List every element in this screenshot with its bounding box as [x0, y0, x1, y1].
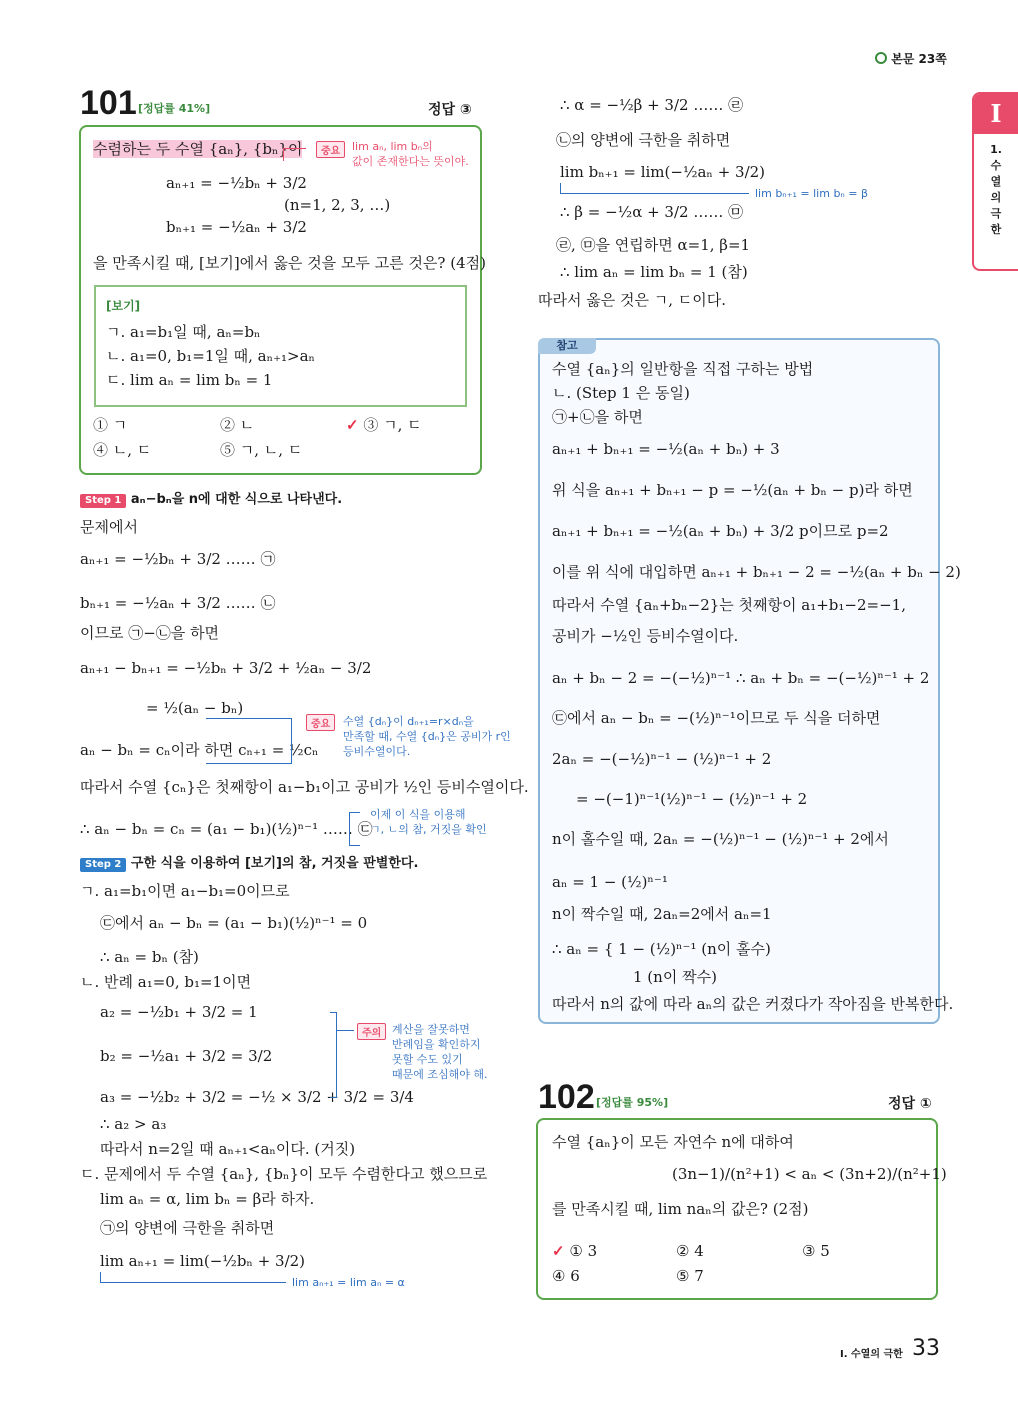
solution-line: ㄱ. a₁=b₁이면 a₁−b₁=0이므로 — [80, 882, 290, 900]
note-line: 때문에 조심해야 해. — [392, 1067, 488, 1081]
note-line: 못할 수도 있기 — [392, 1052, 463, 1066]
bogi-item: ㄱ. a₁=b₁일 때, aₙ=bₙ — [106, 323, 261, 341]
problem-number: 102 — [538, 1078, 595, 1116]
connector — [560, 183, 749, 194]
inequality: (3n−1)/(n²+1) < aₙ < (3n+2)/(n²+1) — [672, 1165, 947, 1183]
solution-line: ㉠의 양변에 극한을 취하면 — [100, 1219, 275, 1237]
connector — [349, 812, 360, 846]
solution-line: lim bₙ₊₁ = lim(−½aₙ + 3/2) — [560, 163, 766, 181]
solution-line: a₃ = −½b₂ + 3/2 = −½ × 3/2 + 3/2 = 3/4 — [100, 1088, 414, 1106]
reference-line: aₙ₊₁ + bₙ₊₁ = −½(aₙ + bₙ) + 3 — [552, 440, 780, 458]
footer-chapter: I. 수열의 극한 — [840, 1349, 903, 1360]
circle-icon — [875, 52, 887, 64]
choice-5[interactable]: ⑤ 7 — [676, 1267, 704, 1285]
important-tag — [306, 713, 335, 731]
solution-line: 문제에서 — [80, 518, 138, 536]
note-line: 계산을 잘못하면 — [392, 1023, 470, 1036]
page-reference-label: 본문 23쪽 — [891, 52, 947, 66]
solution-line: aₙ₊₁ = −½bₙ + 3/2 …… ㉠ — [80, 550, 276, 568]
choice-3[interactable]: ③ 5 — [802, 1242, 830, 1260]
step2-text: 구한 식을 이용하여 [보기]의 참, 거짓을 판별한다. — [130, 856, 419, 871]
solution-line: aₙ₊₁ − bₙ₊₁ = −½bₙ + 3/2 + ½aₙ − 3/2 — [80, 659, 372, 677]
note-line: ㄱ, ㄴ의 참, 거짓을 확인 — [370, 822, 487, 836]
answer-label: 정답 ① — [888, 1096, 932, 1112]
choice-label: ① 3 — [569, 1242, 598, 1260]
bogi-item: ㄷ. lim aₙ = lim bₙ = 1 — [106, 371, 273, 389]
check-mark-icon: ✓ — [346, 416, 359, 434]
reference-line: 따라서 n의 값에 따라 aₙ의 값은 커졌다가 작아짐을 반복한다. — [552, 995, 954, 1013]
reference-line: aₙ = 1 − (½)ⁿ⁻¹ — [552, 873, 668, 891]
solution-line: ∴ a₂ > a₃ — [100, 1115, 167, 1133]
chapter-char: 의 — [990, 191, 1002, 204]
solution-line: lim aₙ₊₁ = lim(−½bₙ + 3/2) — [100, 1252, 306, 1270]
page-number: 33 — [912, 1336, 940, 1361]
step2-heading — [80, 856, 418, 872]
solution-line: ∴ aₙ − bₙ = cₙ = (a₁ − b₁)(½)ⁿ⁻¹ …… ㉢ — [80, 820, 373, 838]
question-line — [93, 140, 302, 158]
reference-line: ㄴ. (Step 1 은 동일) — [552, 384, 690, 402]
chapter-roman: I — [974, 94, 1018, 134]
choice-1[interactable] — [552, 1242, 597, 1260]
reference-line: 공비가 −½인 등비수열이다. — [552, 627, 739, 645]
reference-line: 수열 {aₙ}의 일반항을 직접 구하는 방법 — [552, 360, 814, 378]
solution-line: ∴ α = −½β + 3/2 …… ㉣ — [560, 96, 744, 114]
choice-1[interactable]: ① ㄱ — [93, 416, 128, 434]
chapter-side-tab — [972, 92, 1018, 271]
solution-line: aₙ − bₙ = cₙ이라 하면 cₙ₊₁ = ½cₙ — [80, 741, 319, 759]
reference-line: ㉠+㉡을 하면 — [552, 408, 643, 426]
solution-line: lim aₙ = α, lim bₙ = β라 하자. — [100, 1190, 315, 1208]
solution-line: ㉢에서 aₙ − bₙ = (a₁ − b₁)(½)ⁿ⁻¹ = 0 — [100, 914, 368, 932]
recurrence-a: aₙ₊₁ = −½bₙ + 3/2 — [166, 174, 307, 192]
solution-line: ㉣, ㉤을 연립하면 α=1, β=1 — [556, 236, 751, 254]
chapter-char: 열 — [990, 175, 1002, 188]
reference-line: 위 식을 aₙ₊₁ + bₙ₊₁ − p = −½(aₙ + bₙ − p)라 하면 — [552, 481, 913, 499]
reference-line: n이 홀수일 때, 2aₙ = −(½)ⁿ⁻¹ − (½)ⁿ⁻¹ + 2에서 — [552, 830, 889, 848]
use-formula-note — [370, 808, 487, 838]
page-reference — [875, 50, 947, 67]
correct-rate: [정답률 95%] — [596, 1096, 669, 1109]
warning-note — [392, 1023, 488, 1082]
reference-line: aₙ₊₁ + bₙ₊₁ = −½(aₙ + bₙ) + 3/2 p이므로 p=2 — [552, 522, 889, 540]
important-tag — [316, 140, 345, 158]
solution-line: ∴ aₙ = bₙ (참) — [100, 948, 199, 966]
note-line: 만족할 때, 수열 {dₙ}은 공비가 r인 — [343, 729, 511, 743]
step1-heading — [80, 492, 342, 508]
solution-line: ∴ lim aₙ = lim bₙ = 1 (참) — [560, 263, 748, 281]
note-line: 값이 존재한다는 뜻이야. — [352, 154, 469, 168]
connector — [206, 718, 292, 764]
question-intro: 수렴하는 두 수열 {aₙ}, {bₙ}이 — [93, 140, 303, 158]
reference-line: 1 (n이 짝수) — [633, 968, 717, 986]
note-line: 등비수열이다. — [343, 744, 411, 758]
chapter-char: 수 — [990, 159, 1002, 172]
reference-line: = −(−1)ⁿ⁻¹(½)ⁿ⁻¹ − (½)ⁿ⁻¹ + 2 — [576, 790, 808, 808]
choice-2[interactable]: ② ㄴ — [220, 416, 255, 434]
connector — [330, 1012, 337, 1098]
limit-note: lim bₙ₊₁ = lim bₙ = β — [755, 187, 869, 200]
solution-line: a₂ = −½b₁ + 3/2 = 1 — [100, 1003, 258, 1021]
choice-2[interactable]: ② 4 — [676, 1242, 704, 1260]
choice-label: ③ ㄱ, ㄷ — [363, 416, 422, 434]
solution-line: ∴ β = −½α + 3/2 …… ㉤ — [560, 203, 744, 221]
bogi-title: [보기] — [106, 299, 141, 313]
solution-line: ㄴ. 반례 a₁=0, b₁=1이면 — [80, 973, 252, 991]
convergence-note — [352, 140, 469, 170]
question-text: 을 만족시킬 때, [보기]에서 옳은 것을 모두 고른 것은? (4점) — [93, 254, 486, 272]
choice-4[interactable]: ④ 6 — [552, 1267, 580, 1285]
reference-line: aₙ + bₙ − 2 = −(−½)ⁿ⁻¹ ∴ aₙ + bₙ = −(−½)ⁿ⁻¹ + 2 — [552, 669, 930, 687]
choice-5[interactable]: ⑤ ㄱ, ㄴ, ㄷ — [220, 441, 303, 459]
question-line: 수열 {aₙ}이 모든 자연수 n에 대하여 — [552, 1133, 794, 1151]
solution-line: 따라서 수열 {cₙ}은 첫째항이 a₁−b₁이고 공비가 ½인 등비수열이다. — [80, 778, 529, 796]
tag-label: 주의 — [357, 1023, 386, 1040]
chapter-char: 극 — [990, 207, 1002, 220]
chapter-title — [974, 142, 1018, 238]
recurrence-condition: (n=1, 2, 3, …) — [284, 196, 391, 214]
chapter-char: 한 — [990, 223, 1002, 236]
reference-line: 이를 위 식에 대입하면 aₙ₊₁ + bₙ₊₁ − 2 = −½(aₙ + bₙ − 2) — [552, 563, 961, 581]
problem-number: 101 — [80, 84, 137, 122]
check-mark-icon: ✓ — [552, 1242, 565, 1260]
solution-line: 따라서 n=2일 때 aₙ₊₁<aₙ이다. (거짓) — [100, 1140, 356, 1158]
chapter-char: 1. — [990, 143, 1002, 156]
reference-title: 참고 — [538, 338, 596, 354]
tag-label: 중요 — [306, 714, 335, 731]
connector — [283, 148, 306, 161]
solution-line: bₙ₊₁ = −½aₙ + 3/2 …… ㉡ — [80, 594, 276, 612]
solution-line: ㉡의 양변에 극한을 취하면 — [556, 131, 731, 149]
note-line: 이제 이 식을 이용해 — [370, 808, 466, 821]
reference-line: ㉢에서 aₙ − bₙ = −(½)ⁿ⁻¹이므로 두 식을 더하면 — [552, 709, 881, 727]
reference-line: 따라서 수열 {aₙ+bₙ−2}는 첫째항이 a₁+b₁−2=−1, — [552, 596, 906, 614]
geometric-note — [343, 715, 511, 760]
choice-4[interactable]: ④ ㄴ, ㄷ — [93, 441, 152, 459]
bogi-item: ㄴ. a₁=0, b₁=1일 때, aₙ₊₁>aₙ — [106, 347, 316, 365]
reference-line: ∴ aₙ = { 1 − (½)ⁿ⁻¹ (n이 홀수) — [552, 940, 771, 958]
note-line: 수열 {dₙ}이 dₙ₊₁=r×dₙ을 — [343, 715, 474, 728]
recurrence-b: bₙ₊₁ = −½aₙ + 3/2 — [166, 218, 307, 236]
reference-line: n이 짝수일 때, 2aₙ=2에서 aₙ=1 — [552, 905, 772, 923]
reference-line: 2aₙ = −(−½)ⁿ⁻¹ − (½)ⁿ⁻¹ + 2 — [552, 750, 772, 768]
answer-label: 정답 ③ — [428, 102, 472, 118]
connector — [336, 1030, 354, 1032]
question-text: 를 만족시킬 때, lim naₙ의 값은? (2점) — [552, 1200, 809, 1218]
connector — [100, 1272, 286, 1283]
step1-text: aₙ−bₙ을 n에 대한 식으로 나타낸다. — [130, 492, 343, 507]
note-line: lim aₙ, lim bₙ의 — [352, 140, 433, 153]
step1-badge: Step 1 — [80, 494, 126, 508]
solution-line: = ½(aₙ − bₙ) — [146, 699, 244, 717]
solution-line: ㄷ. 문제에서 두 수열 {aₙ}, {bₙ}이 모두 수렴한다고 했으므로 — [80, 1165, 488, 1183]
warning-tag — [357, 1022, 386, 1040]
correct-rate: [정답률 41%] — [138, 102, 211, 115]
step2-badge: Step 2 — [80, 858, 126, 872]
note-line: 반례임을 확인하지 — [392, 1037, 481, 1051]
limit-note: lim aₙ₊₁ = lim aₙ = α — [292, 1276, 405, 1289]
solution-line: b₂ = −½a₁ + 3/2 = 3/2 — [100, 1047, 273, 1065]
solution-line: 따라서 옳은 것은 ㄱ, ㄷ이다. — [538, 291, 726, 309]
tag-label: 중요 — [316, 141, 345, 158]
solution-line: 이므로 ㉠−㉡을 하면 — [80, 624, 220, 642]
choice-3[interactable] — [346, 416, 422, 434]
